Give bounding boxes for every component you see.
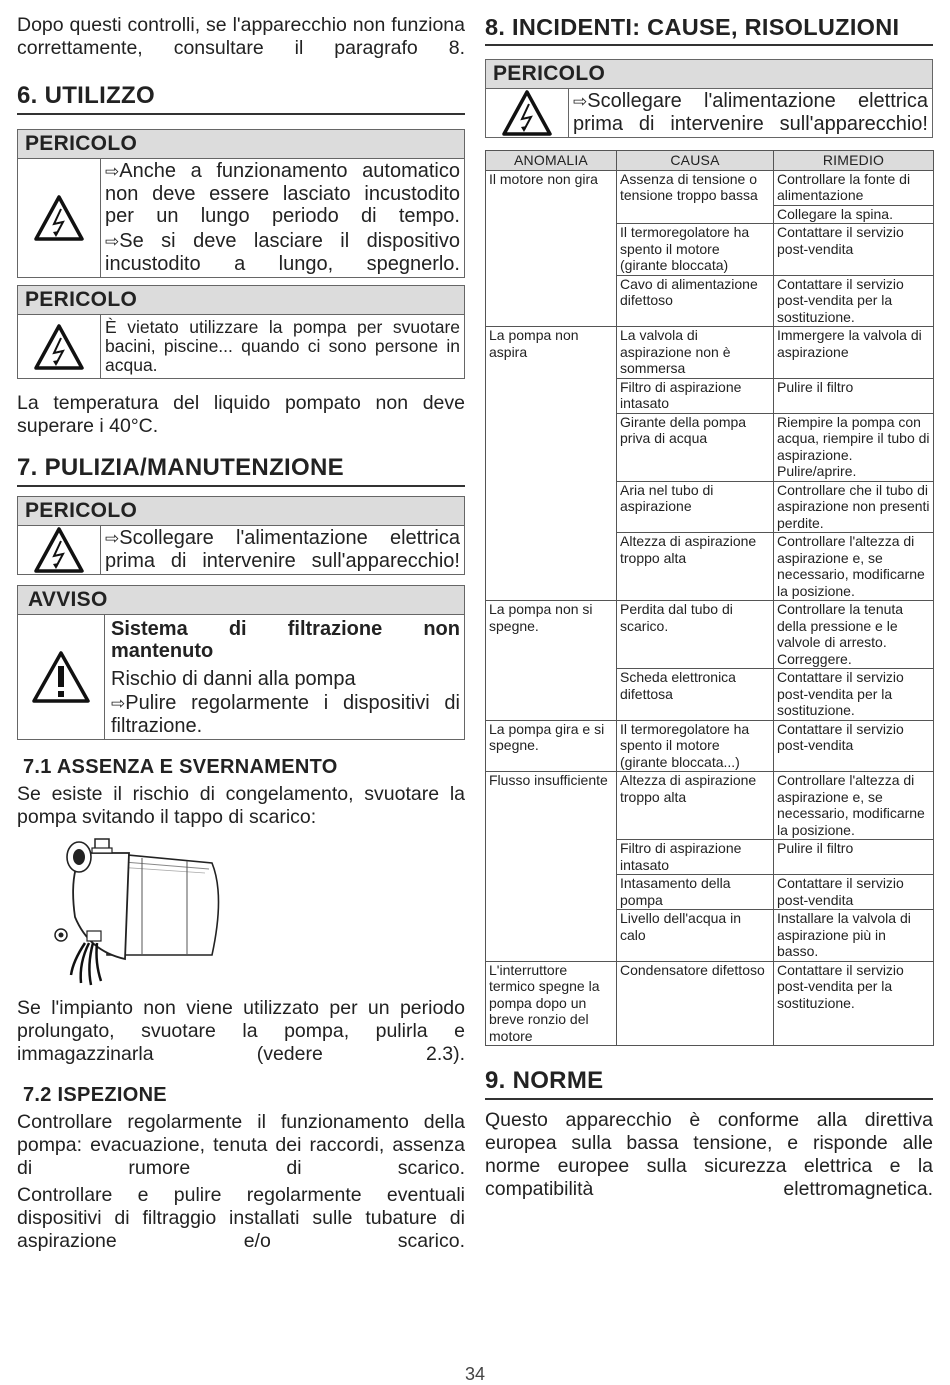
section-8-title: 8. INCIDENTI: CAUSE, RISOLUZIONI — [485, 14, 933, 46]
remedy-text: Immergere la valvola di aspirazione — [777, 327, 922, 360]
cause-cell: Filtro di aspirazione intasato — [617, 840, 774, 875]
warning-box — [17, 585, 465, 740]
right-column — [485, 14, 933, 1205]
danger-box-header: PERICOLO — [18, 497, 464, 526]
remedy-cell — [774, 669, 934, 721]
outlined-right-arrow-icon: ⇨ — [105, 232, 120, 251]
cause-cell: La valvola di aspirazione non è sommersa — [617, 327, 774, 379]
remedy-cell — [774, 961, 934, 1046]
high-voltage-warning-icon — [18, 315, 101, 378]
cause-cell: Filtro di aspirazione intasato — [617, 378, 774, 413]
remedy-cell — [774, 275, 934, 327]
cause-cell: Perdita dal tubo di scarico. — [617, 601, 774, 669]
section-6-title: 6. UTILIZZO — [17, 82, 465, 115]
remedy-text: Contattare il servizio post-vendita per la sostituzione. — [777, 961, 904, 1011]
remedy-text: Contattare il servizio post-vendita — [777, 875, 904, 908]
subsection-7-1-title: 7.1 ASSENZA E SVERNAMENTO — [23, 756, 338, 778]
section-7-title: 7. PULIZIA/MANUTENZIONE — [17, 454, 465, 487]
danger-box-header: PERICOLO — [18, 130, 464, 159]
danger-box-1 — [17, 129, 465, 278]
remedy-text: Contattare il servizio post-vendita per la sostituzione. — [777, 275, 904, 325]
anomaly-cell: La pompa non aspira — [486, 327, 617, 601]
remedy-text: Installare la valvola di aspirazione più in basso. — [777, 910, 911, 959]
subsection-7-1-text-2: Se l'impianto non viene utilizzato per un periodo prolungato, svuotare la pompa, pulirla e immagazzinarla (vedere 2.3). — [17, 997, 465, 1065]
warning-title: Sistema di filtrazione non mantenuto — [111, 618, 460, 662]
danger-box-header: PERICOLO — [18, 286, 464, 315]
subsection-7-2-text-1: Controllare regolarmente il funzionamento della pompa: evacuazione, tenuta dei raccordi, assenza di rumore di scarico. — [17, 1111, 465, 1179]
remedy-cell — [774, 910, 934, 962]
cause-cell: Cavo di alimentazione difettoso — [617, 275, 774, 327]
remedy-text: Controllare l'altezza di aspirazione e, se necessario, modificarne la posizione. — [777, 772, 925, 838]
danger-box-section-8 — [485, 59, 933, 138]
remedy-cell — [774, 170, 934, 224]
remedy-text: Controllare la tenuta della pressione e le valvole di arresto. Correggere. — [777, 601, 904, 667]
remedy-cell — [774, 327, 934, 379]
left-column — [17, 14, 465, 1257]
anomaly-cell: Il motore non gira — [486, 170, 617, 327]
high-voltage-warning-icon — [18, 526, 101, 574]
cause-cell: Il termoregolatore ha spento il motore (girante bloccata...) — [617, 720, 774, 772]
danger-section-8-text: Scollegare l'alimentazione elettrica prima di intervenire sull'apparecchio! — [573, 90, 928, 135]
high-voltage-warning-icon — [18, 159, 101, 277]
remedy-cell — [774, 224, 934, 276]
warning-action: Pulire regolarmente i dispositivi di filtrazione. — [111, 692, 460, 737]
remedy-cell — [774, 875, 934, 910]
remedy-cell — [774, 481, 934, 533]
danger-box-header: PERICOLO — [486, 60, 932, 89]
outlined-right-arrow-icon: ⇨ — [573, 92, 588, 111]
cause-cell: Altezza di aspirazione troppo alta — [617, 772, 774, 840]
outlined-right-arrow-icon: ⇨ — [105, 162, 120, 181]
high-voltage-warning-icon — [486, 89, 569, 137]
table-row — [486, 170, 934, 224]
table-row — [486, 772, 934, 840]
intro-paragraph: Dopo questi controlli, se l'apparecchio non funziona correttamente, consultare il paragrafo 8. — [17, 14, 465, 59]
table-row — [486, 720, 934, 772]
warning-box-header: AVVISO — [18, 586, 464, 615]
remedy-text: Pulire il filtro — [777, 840, 854, 856]
page-number: 34 — [464, 1364, 486, 1384]
table-header-row — [486, 151, 934, 171]
remedy-cell — [774, 378, 934, 413]
remedy-cell — [774, 601, 934, 669]
danger-box-2 — [17, 285, 465, 379]
table-body — [486, 170, 934, 1046]
section-9-title: 9. NORME — [485, 1067, 933, 1100]
subsection-7-2-title: 7.2 ISPEZIONE — [23, 1084, 167, 1106]
remedy-cell — [774, 772, 934, 840]
danger-1-line-1: Anche a funzionamento automatico non deve essere lasciato incustodito per un lungo periodo di tempo. — [105, 160, 460, 227]
column-header-anomaly: ANOMALIA — [486, 151, 617, 171]
remedy-cell — [774, 413, 934, 481]
remedy-text: Controllare la fonte di alimentazione — [777, 170, 911, 203]
section-9-text: Questo apparecchio è conforme alla direttiva europea sulla bassa tensione, e risponde alle norme europee sulla sicurezza elettrica e la compatibilità elettromagnetica. — [485, 1109, 933, 1200]
danger-2-text: È vietato utilizzare la pompa per svuotare bacini, piscine... quando ci sono persone in acqua. — [105, 317, 460, 375]
cause-cell: Aria nel tubo di aspirazione — [617, 481, 774, 533]
column-header-remedy: RIMEDIO — [774, 151, 934, 171]
temperature-paragraph: La temperatura del liquido pompato non deve superare i 40°C. — [17, 392, 465, 437]
exclamation-warning-icon — [18, 615, 105, 739]
remedy-cell — [774, 533, 934, 601]
cause-cell: Scheda elettronica difettosa — [617, 669, 774, 721]
outlined-right-arrow-icon: ⇨ — [111, 694, 126, 713]
subsection-7-2-text-2: Controllare e pulire regolarmente eventuali dispositivi di filtraggio installati sulle tubature di aspirazione e/o scarico. — [17, 1184, 465, 1252]
remedy-cell — [774, 720, 934, 772]
cause-cell: Condensatore difettoso — [617, 961, 774, 1046]
cause-cell: Girante della pompa priva di acqua — [617, 413, 774, 481]
anomaly-cell: La pompa gira e si spegne. — [486, 720, 617, 772]
anomaly-cell: La pompa non si spegne. — [486, 601, 617, 721]
remedy-text: Contattare il servizio post-vendita — [777, 224, 904, 257]
remedy-text: Contattare il servizio post-vendita — [777, 720, 904, 753]
anomaly-cell: L'interruttore termico spegne la pompa dopo un breve ronzio del motore — [486, 961, 617, 1046]
remedy-text: Collegare la spina. — [774, 205, 933, 224]
cause-cell: Il termoregolatore ha spento il motore (girante bloccata) — [617, 224, 774, 276]
danger-3-text: Scollegare l'alimentazione elettrica prima di intervenire sull'apparecchio! — [105, 527, 460, 572]
warning-risk: Rischio di danni alla pompa — [111, 668, 356, 690]
table-row — [486, 601, 934, 669]
danger-1-line-2: Se si deve lasciare il dispositivo incustodito a lungo, spegnerlo. — [105, 230, 460, 275]
column-header-cause: CAUSA — [617, 151, 774, 171]
remedy-text: Controllare che il tubo di aspirazione non presenti perdite. — [777, 481, 930, 531]
troubleshooting-table — [485, 150, 934, 1046]
remedy-text: Riempire la pompa con acqua, riempire il tubo di aspirazione. Pulire/aprire. — [777, 413, 930, 479]
cause-cell: Altezza di aspirazione troppo alta — [617, 533, 774, 601]
cause-cell: Assenza di tensione o tensione troppo bassa — [617, 170, 774, 224]
anomaly-cell: Flusso insufficiente — [486, 772, 617, 962]
pump-drain-illustration — [37, 833, 237, 995]
table-row — [486, 327, 934, 379]
cause-cell: Intasamento della pompa — [617, 875, 774, 910]
cause-cell: Livello dell'acqua in calo — [617, 910, 774, 962]
remedy-text: Controllare l'altezza di aspirazione e, se necessario, modificarne la posizione. — [777, 533, 925, 599]
table-row — [486, 961, 934, 1046]
remedy-cell — [774, 840, 934, 875]
subsection-7-1-text: Se esiste il rischio di congelamento, svuotare la pompa svitando il tappo di scarico: — [17, 783, 465, 828]
danger-box-3 — [17, 496, 465, 575]
remedy-text: Pulire il filtro — [777, 378, 854, 395]
outlined-right-arrow-icon: ⇨ — [105, 529, 120, 548]
remedy-text: Contattare il servizio post-vendita per la sostituzione. — [777, 669, 904, 718]
